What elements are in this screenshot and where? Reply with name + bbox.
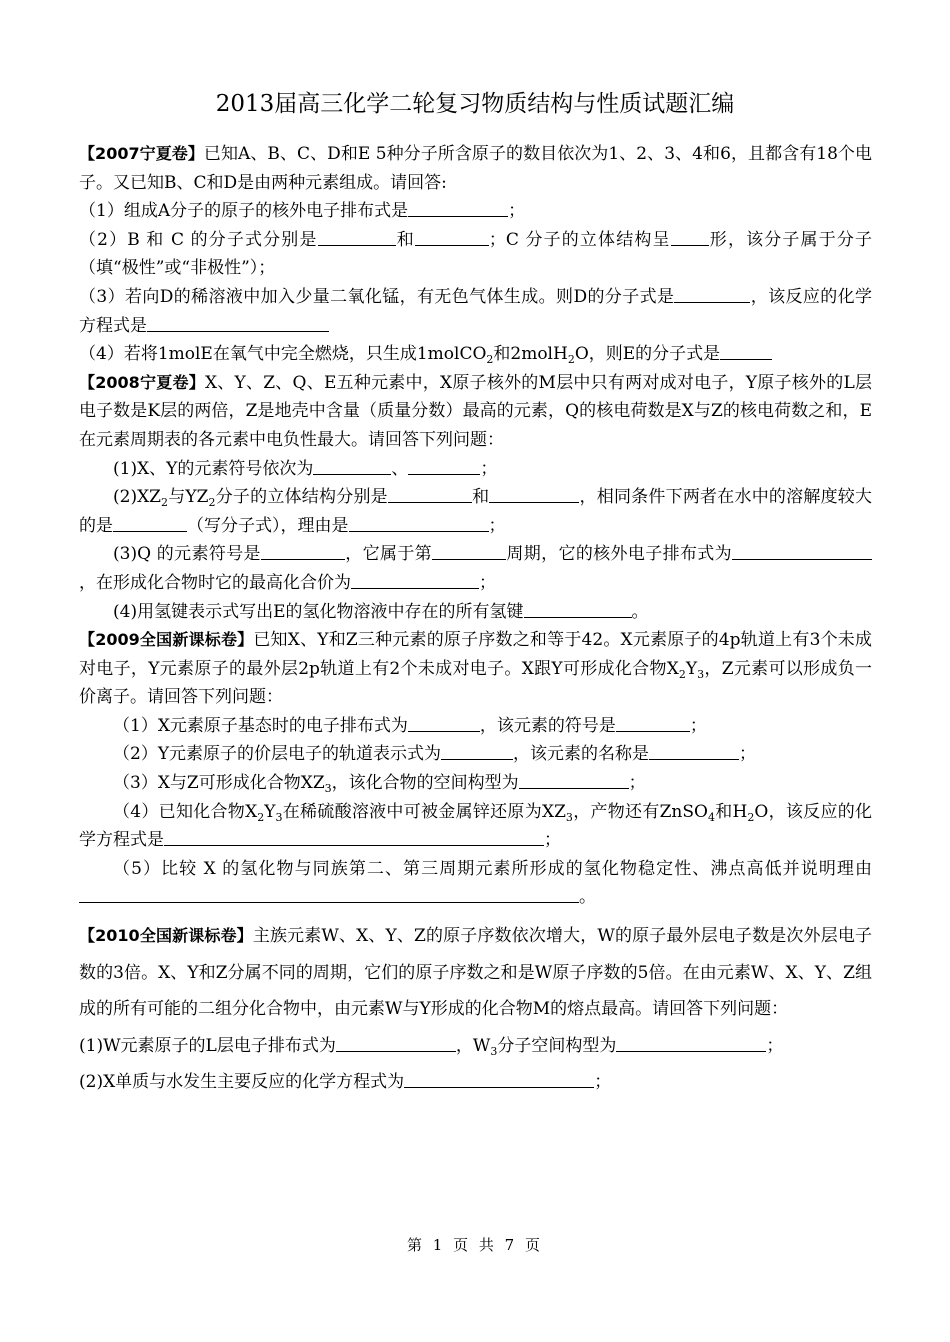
question-text: 形，该分子属于分子（填“极性”或“非极性”）； — [79, 229, 872, 279]
answer-blank[interactable] — [164, 828, 544, 846]
subscript: 3 — [275, 810, 283, 824]
source-label: 【2009全国新课标卷】 — [79, 630, 254, 650]
question-2008-4 — [79, 598, 872, 627]
question-text: (3)Q 的元素符号是 — [113, 544, 261, 565]
question-text: 与YZ — [168, 487, 209, 508]
question-text: Y — [685, 658, 698, 679]
answer-blank[interactable] — [616, 1034, 766, 1052]
question-text: ； — [480, 458, 498, 479]
question-text: 已知X、Y和Z三种元素的原子序数之和等于42。X元素原子的4p轨道上有3个未成对电子，Y元素原子的最外层2p轨道上有2个未成对电子。X跟Y可形成化合物X — [79, 630, 872, 679]
question-text: 和2molH — [493, 344, 568, 365]
question-2008-1 — [79, 455, 872, 484]
page-title: 2013届高三化学二轮复习物质结构与性质试题汇编 — [215, 91, 735, 117]
question-text: （3）X与Z可形成化合物XZ — [113, 773, 325, 794]
question-text: ； — [488, 515, 506, 536]
answer-blank[interactable] — [720, 342, 772, 360]
question-text: ；C 分子的立体结构呈 — [488, 229, 671, 250]
question-2009-intro — [79, 626, 872, 712]
question-2009-3 — [79, 769, 872, 798]
question-text: （4）已知化合物X — [113, 801, 258, 822]
question-text: ； — [508, 201, 526, 222]
question-text: （1）组成A分子的原子的核外电子排布式是 — [79, 201, 409, 222]
question-text: ，该反应的化学方程式是 — [79, 286, 872, 336]
question-text: Y — [264, 801, 276, 822]
answer-blank[interactable] — [649, 742, 739, 760]
question-text: （2）B 和 C 的分子式分别是 — [79, 229, 318, 250]
document-body — [79, 140, 872, 1101]
question-text: ，W — [455, 1035, 491, 1056]
question-text: ； — [766, 1035, 784, 1056]
question-text: (2)X单质与水发生主要反应的化学方程式为 — [79, 1072, 405, 1093]
question-text: ，Z元素可以形成负一价离子。请回答下列问题： — [79, 658, 872, 708]
subscript: 2 — [567, 353, 575, 367]
answer-blank[interactable] — [261, 542, 345, 560]
question-text: 和 — [395, 229, 415, 250]
question-text: ，产物还有ZnSO — [572, 801, 708, 822]
subscript: 4 — [707, 810, 715, 824]
subscript: 3 — [565, 810, 573, 824]
question-text: ； — [544, 830, 561, 851]
subscript: 2 — [678, 667, 686, 681]
answer-blank[interactable] — [408, 199, 508, 217]
answer-blank[interactable] — [671, 228, 709, 246]
question-2007-4 — [79, 340, 872, 369]
subscript: 2 — [486, 353, 494, 367]
question-text: (1)W元素原子的L层电子排布式为 — [79, 1035, 336, 1056]
subscript: 2 — [747, 810, 755, 824]
question-text: ，相同条件下两者在水中的溶解度较大的是 — [79, 487, 873, 536]
subscript: 2 — [257, 810, 265, 824]
question-2009-1 — [79, 712, 872, 741]
question-text: （2）Y元素原子的价层电子的轨道表示式为 — [113, 744, 442, 765]
answer-blank[interactable] — [524, 600, 632, 618]
question-text: 、 — [391, 458, 409, 479]
subscript: 3 — [697, 667, 705, 681]
subscript: 2 — [208, 496, 216, 510]
answer-blank[interactable] — [313, 457, 391, 475]
answer-blank[interactable] — [408, 457, 480, 475]
answer-blank[interactable] — [732, 542, 872, 560]
question-text: 。 — [631, 601, 649, 622]
question-text: (2)XZ — [113, 487, 161, 508]
answer-blank[interactable] — [349, 514, 489, 532]
question-2010-2 — [79, 1064, 872, 1101]
subscript: 3 — [490, 1044, 498, 1058]
question-text: ，该元素的名称是 — [513, 744, 650, 765]
question-text: 在稀硫酸溶液中可被金属锌还原为XZ — [282, 801, 566, 822]
answer-blank[interactable] — [318, 228, 396, 246]
question-2009-5 — [79, 855, 872, 912]
question-text: X、Y、Z、Q、E五种元素中，X原子核外的M层中只有两对成对电子，Y原子核外的L层电子数是K层的两倍，Z是地壳中含量（质量分数）最高的元素，Q的核电荷数是X与Z的核电荷数之和，E在元素周期表的各元素中电负性最大。请回答下列问题： — [79, 372, 872, 450]
question-text: ； — [628, 773, 646, 794]
question-2009-2 — [79, 740, 872, 769]
question-2008-intro — [79, 369, 872, 455]
answer-blank[interactable] — [336, 1034, 456, 1052]
question-text: O，该反应的化学方程式是 — [79, 801, 873, 851]
answer-blank[interactable] — [674, 285, 750, 303]
answer-blank[interactable] — [388, 485, 472, 503]
answer-blank[interactable] — [113, 514, 187, 532]
question-2008-2 — [79, 483, 872, 540]
question-2008-3 — [79, 540, 872, 597]
question-text: （3）若向D的稀溶液中加入少量二氧化锰，有无色气体生成。则D的分子式是 — [79, 286, 675, 307]
question-text: ； — [739, 744, 757, 765]
answer-blank[interactable] — [408, 714, 480, 732]
answer-blank[interactable] — [415, 228, 489, 246]
question-text: 分子的立体结构分别是 — [215, 487, 388, 508]
subscript: 2 — [161, 496, 168, 510]
page-number: 第 1 页 共 7 页 — [407, 1236, 543, 1254]
answer-blank[interactable] — [441, 742, 513, 760]
source-label: 【2010全国新课标卷】 — [79, 926, 253, 946]
question-2010-1 — [79, 1028, 872, 1065]
question-text: O，则E的分子式是 — [574, 344, 721, 365]
question-2007-intro — [79, 140, 872, 197]
question-text: 主族元素W、X、Y、Z的原子序数依次增大，W的原子最外层电子数是次外层电子数的3倍。X、Y和Z分属不同的周期，它们的原子序数之和是W原子序数的5倍。在由元素W、X、Y、Z组成的所有可能的二组分化合物中，由元素W与Y形成的化合物M的熔点最高。请回答下列问题： — [79, 926, 872, 1020]
question-text: ； — [689, 715, 707, 736]
question-text: 和H — [714, 801, 748, 822]
question-text: （写分子式），理由是 — [187, 515, 349, 536]
answer-blank[interactable] — [616, 714, 690, 732]
source-label: 【2008宁夏卷】 — [79, 372, 205, 392]
question-2007-3 — [79, 283, 872, 340]
subscript: 3 — [324, 782, 332, 796]
question-text: (1)X、Y的元素符号依次为 — [113, 458, 314, 479]
answer-blank[interactable] — [489, 485, 579, 503]
question-text: ，它属于第 — [344, 544, 433, 565]
question-text: (4)用氢键表示式写出E的氢化物溶液中存在的所有氢键 — [113, 601, 524, 622]
question-text: （5）比较 X 的氢化物与同族第二、第三周期元素所形成的氢化物稳定性、沸点高低并说明理由 — [113, 858, 872, 879]
answer-blank[interactable] — [519, 771, 629, 789]
question-2009-4 — [79, 798, 872, 855]
question-text: ，该化合物的空间构型为 — [331, 773, 519, 794]
source-label: 【2007宁夏卷】 — [79, 144, 204, 163]
answer-blank[interactable] — [432, 542, 506, 560]
question-text: ，在形成化合物时它的最高化合价为 — [79, 572, 351, 593]
question-2007-2 — [79, 226, 872, 283]
question-text: ； — [594, 1072, 612, 1093]
question-text: （1）X元素原子基态时的电子排布式为 — [113, 715, 408, 736]
question-text: ，该元素的符号是 — [479, 715, 616, 736]
answer-blank[interactable] — [147, 314, 329, 332]
answer-blank[interactable] — [404, 1070, 594, 1088]
question-text: （4）若将1molE在氧气中完全燃烧，只生成1molCO — [79, 344, 487, 365]
question-text: 已知A、B、C、D和E 5种分子所含原子的数目依次为1、2、3、4和6，且都含有18个电子。又已知B、C和D是由两种元素组成。请回答: — [79, 144, 872, 193]
question-text: 和 — [471, 487, 490, 508]
question-2010-intro — [79, 918, 872, 1028]
question-2007-1 — [79, 197, 872, 226]
question-text: 分子空间构型为 — [497, 1035, 617, 1056]
question-text: 。 — [579, 887, 596, 908]
answer-blank[interactable] — [351, 571, 479, 589]
question-text: ； — [479, 572, 496, 593]
answer-blank[interactable] — [79, 885, 579, 903]
question-text: 周期，它的核外电子排布式为 — [506, 544, 733, 565]
